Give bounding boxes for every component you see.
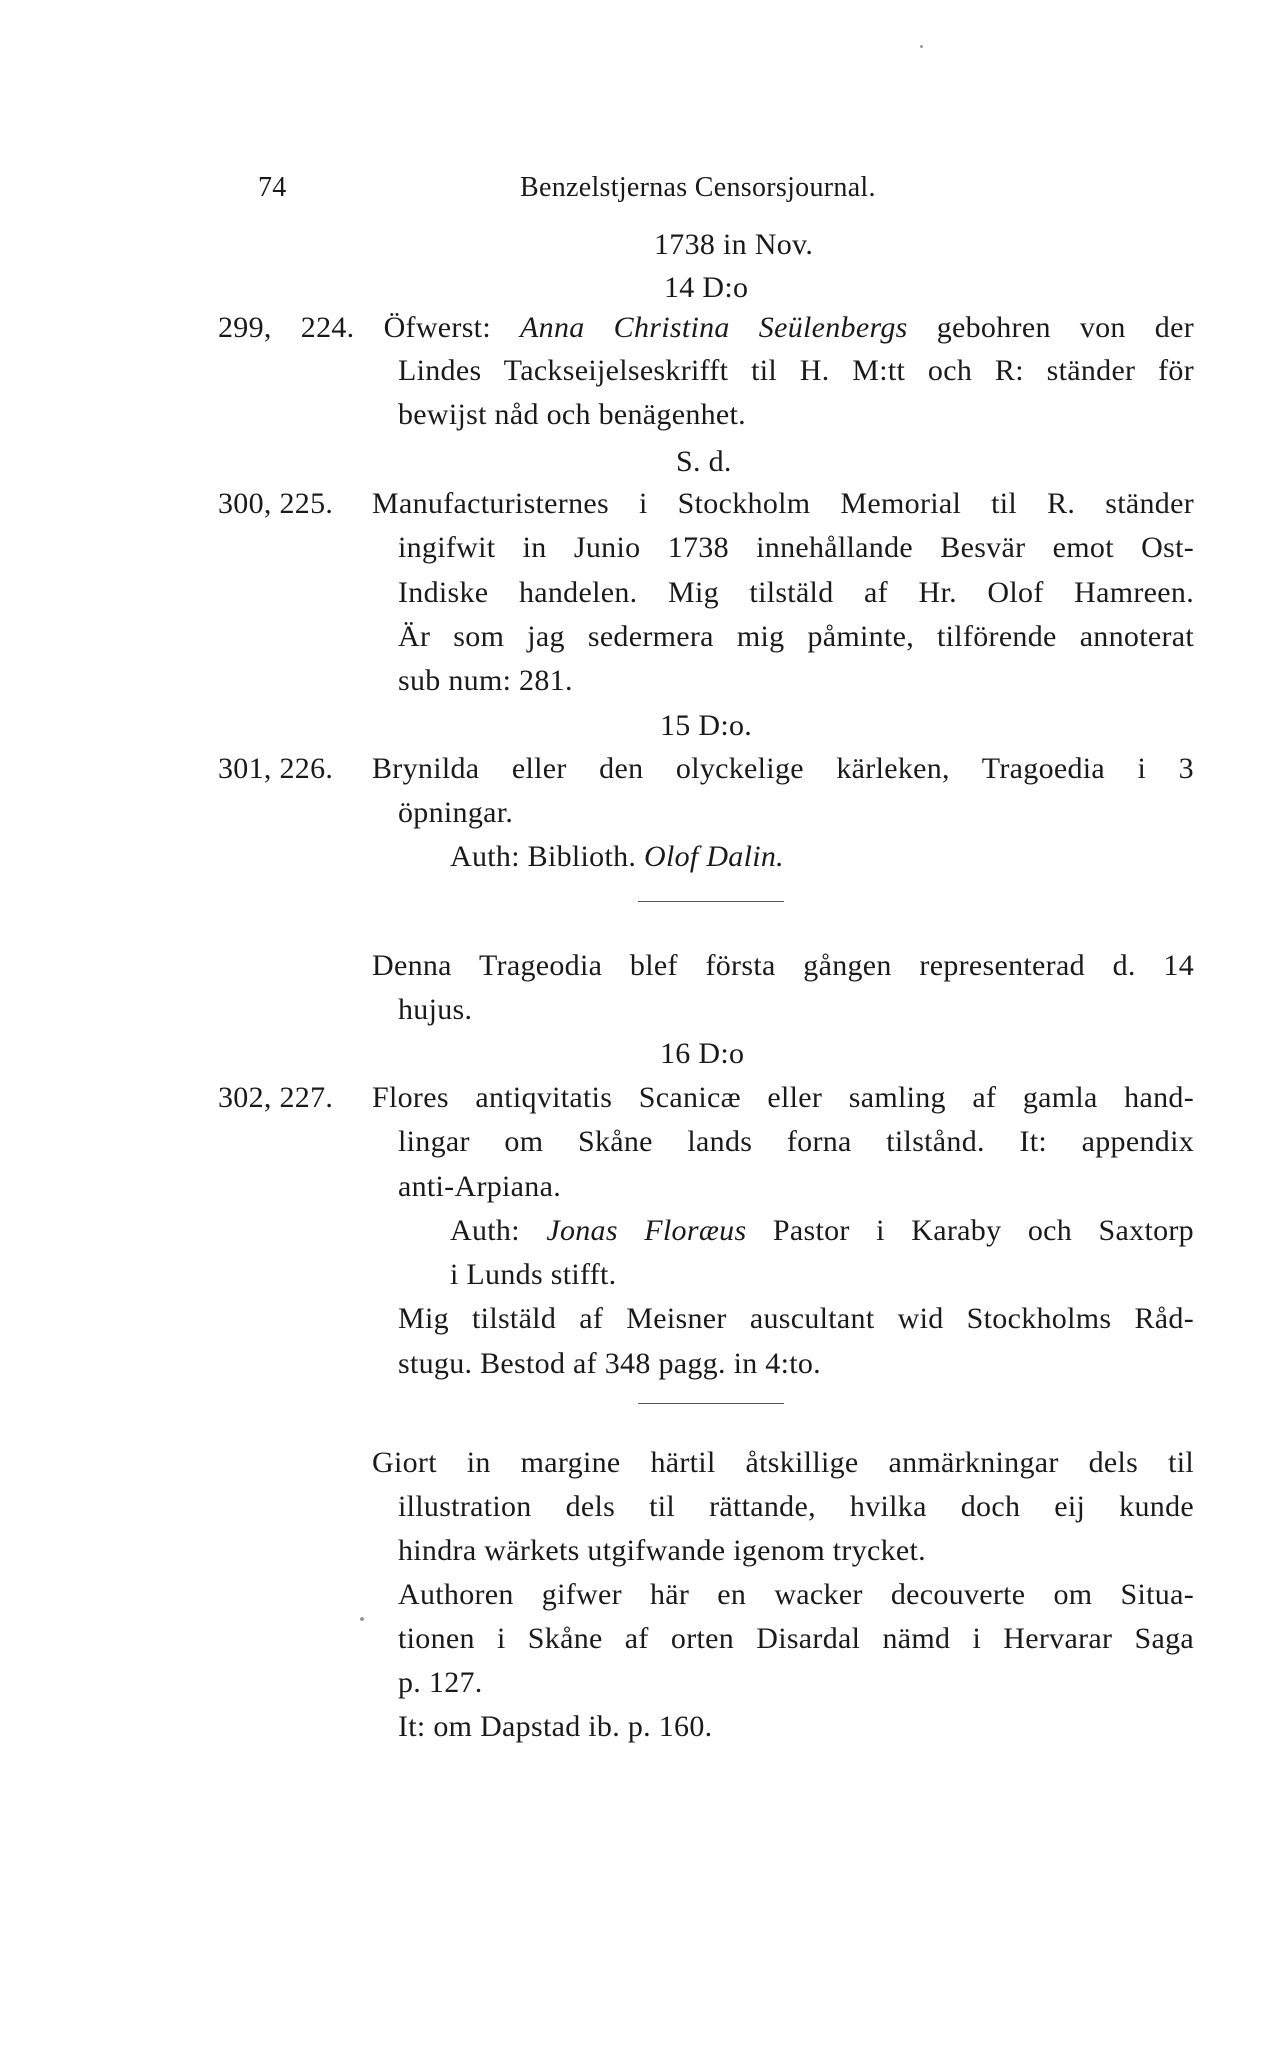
entry-302-author-line-2: i Lunds stifft.	[450, 1258, 617, 1291]
entry-301-line-1: Brynilda eller den olyckelige kärleken, Tragoedia i 3	[372, 752, 1194, 785]
entry-number: 302, 227.	[218, 1081, 334, 1114]
note-2-line-2: illustration dels til rättande, hvilka doch eij kunde	[398, 1490, 1194, 1523]
entry-number: 299, 224.	[218, 311, 355, 344]
note-2-line-5: tionen i Skåne af orten Disardal nämd i Hervarar Saga	[398, 1622, 1194, 1655]
running-title: Benzelstjernas Censorsjournal.	[520, 172, 876, 203]
page-number: 74	[258, 172, 287, 203]
entry-300-line-3: Indiske handelen. Mig tilstäld af Hr. Olof Hamreen.	[398, 576, 1194, 609]
author-name: Jonas Floræus	[546, 1214, 747, 1247]
entry-299-sd: S. d.	[676, 445, 732, 478]
entry-301-line-2: öpningar.	[398, 796, 514, 829]
page-speck	[920, 45, 923, 48]
day-heading-16: 16 D:o	[660, 1037, 745, 1070]
note-2-line-7: It: om Dapstad ib. p. 160.	[398, 1710, 713, 1743]
entry-number: 300, 225.	[218, 487, 334, 520]
section-divider	[638, 901, 784, 902]
entry-302-line-5: stugu. Bestod af 348 pagg. in 4:to.	[398, 1347, 821, 1380]
date-heading: 1738 in Nov.	[654, 228, 814, 261]
day-heading-15: 15 D:o.	[660, 709, 753, 742]
entry-300-line-2: ingifwit in Junio 1738 innehållande Besvär emot Ost-	[398, 531, 1194, 564]
entry-number: 301, 226.	[218, 752, 334, 785]
note-1-line-2: hujus.	[398, 993, 473, 1026]
entry-299-line-2: Lindes Tackseijelseskrifft til H. M:tt och R: ständer för	[398, 354, 1194, 387]
note-2-line-6: p. 127.	[398, 1666, 483, 1699]
note-1-line-1: Denna Trageodia blef första gången representerad d. 14	[372, 949, 1194, 982]
page-speck	[360, 1617, 364, 1621]
entry-302-author: Auth: Jonas Floræus Pastor i Karaby och Saxtorp	[450, 1214, 1194, 1247]
entry-302-line-2: lingar om Skåne lands forna tilstånd. It: appendix	[398, 1125, 1194, 1158]
note-2-line-1: Giort in margine härtil åtskillige anmärkningar dels til	[372, 1446, 1194, 1479]
entry-299-line-1: 299, 224. Öfwerst: Anna Christina Seülenbergs gebohren von der	[218, 311, 1195, 344]
entry-301-author: Auth: Biblioth. Olof Dalin.	[450, 840, 784, 873]
note-2-line-4: Authoren gifwer här en wacker decouverte om Situa-	[398, 1578, 1194, 1611]
entry-299-line-3: bewijst nåd och benägenhet.	[398, 398, 746, 431]
person-name: Anna Christina Seülenbergs	[520, 311, 908, 344]
author-name: Olof Dalin.	[644, 840, 784, 873]
entry-300-line-1: Manufacturisternes i Stockholm Memorial til R. ständer	[372, 487, 1194, 520]
section-divider	[638, 1403, 784, 1404]
entry-300-line-4: Är som jag sedermera mig påminte, tilförende annoterat	[398, 620, 1194, 653]
note-2-line-3: hindra wärkets utgifwande igenom trycket.	[398, 1534, 926, 1567]
day-heading-14: 14 D:o	[664, 271, 749, 304]
entry-302-line-1: Flores antiqvitatis Scanicæ eller samling af gamla hand-	[372, 1081, 1194, 1114]
entry-300-line-5: sub num: 281.	[398, 664, 573, 697]
entry-302-line-3: anti-Arpiana.	[398, 1170, 561, 1203]
entry-302-line-4: Mig tilstäld af Meisner auscultant wid Stockholms Råd-	[398, 1302, 1194, 1335]
